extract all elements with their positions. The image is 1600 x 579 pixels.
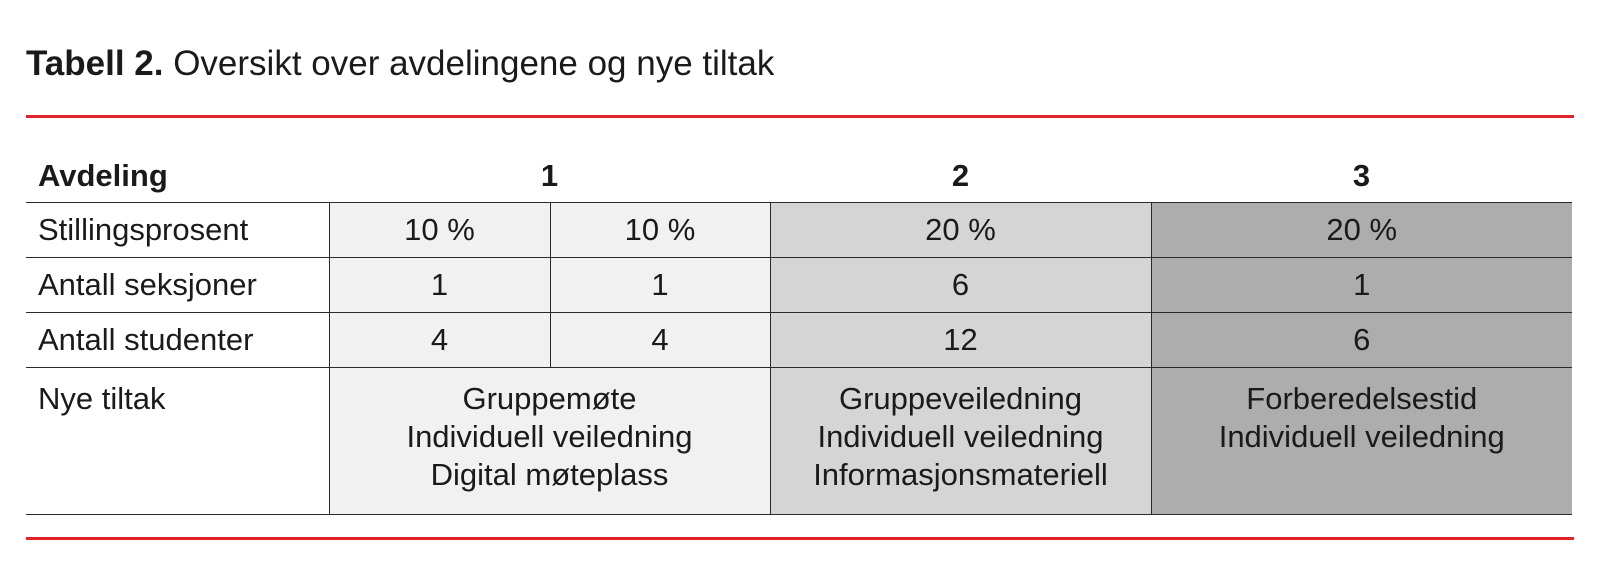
cell-dept2-antall-studenter: 12 [770,313,1151,368]
measure-item: Informasjonsmateriell [813,457,1108,492]
cell-dept1a-antall-seksjoner: 1 [329,258,550,313]
cell-dept1b-stillingsprosent: 10 % [550,203,770,258]
table-row [26,203,1572,258]
cell-dept1a-antall-studenter: 4 [329,313,550,368]
cell-dept3-stillingsprosent: 20 % [1151,203,1572,258]
cell-dept1-nye-tiltak [329,368,770,515]
measure-item: Gruppeveiledning [838,381,1082,416]
table-row [26,313,1572,368]
bottom-rule [26,537,1574,540]
row-label-nye-tiltak: Nye tiltak [26,368,329,515]
row-label-antall-studenter: Antall studenter [26,313,329,368]
measure-item: Individuell veiledning [406,419,693,454]
cell-dept3-antall-studenter: 6 [1151,313,1572,368]
row-label-antall-seksjoner: Antall seksjoner [26,258,329,313]
measure-item: Digital møteplass [430,457,669,492]
top-rule [26,115,1574,118]
cell-dept2-nye-tiltak [770,368,1151,515]
table-caption-text: Oversikt over avdelingene og nye tiltak [173,44,775,83]
cell-dept1b-antall-seksjoner: 1 [550,258,770,313]
header-dept-2: 2 [770,150,1151,203]
cell-dept1b-antall-studenter: 4 [550,313,770,368]
header-dept-3: 3 [1151,150,1572,203]
header-dept-1: 1 [329,150,770,203]
header-row [26,150,1572,203]
cell-dept3-nye-tiltak [1151,368,1572,515]
table-row [26,258,1572,313]
cell-dept3-antall-seksjoner: 1 [1151,258,1572,313]
table-caption [26,42,774,86]
measure-item: Individuell veiledning [817,419,1104,454]
cell-dept2-stillingsprosent: 20 % [770,203,1151,258]
header-avdeling: Avdeling [26,150,329,203]
department-overview-table [26,150,1572,515]
cell-dept1a-stillingsprosent: 10 % [329,203,550,258]
measure-item: Gruppemøte [462,381,637,416]
cell-dept2-antall-seksjoner: 6 [770,258,1151,313]
table-caption-label: Tabell 2. [26,44,164,83]
row-label-stillingsprosent: Stillingsprosent [26,203,329,258]
measure-item: Individuell veiledning [1218,419,1505,454]
measure-item: Forberedelsestid [1246,381,1478,416]
table-row [26,368,1572,515]
